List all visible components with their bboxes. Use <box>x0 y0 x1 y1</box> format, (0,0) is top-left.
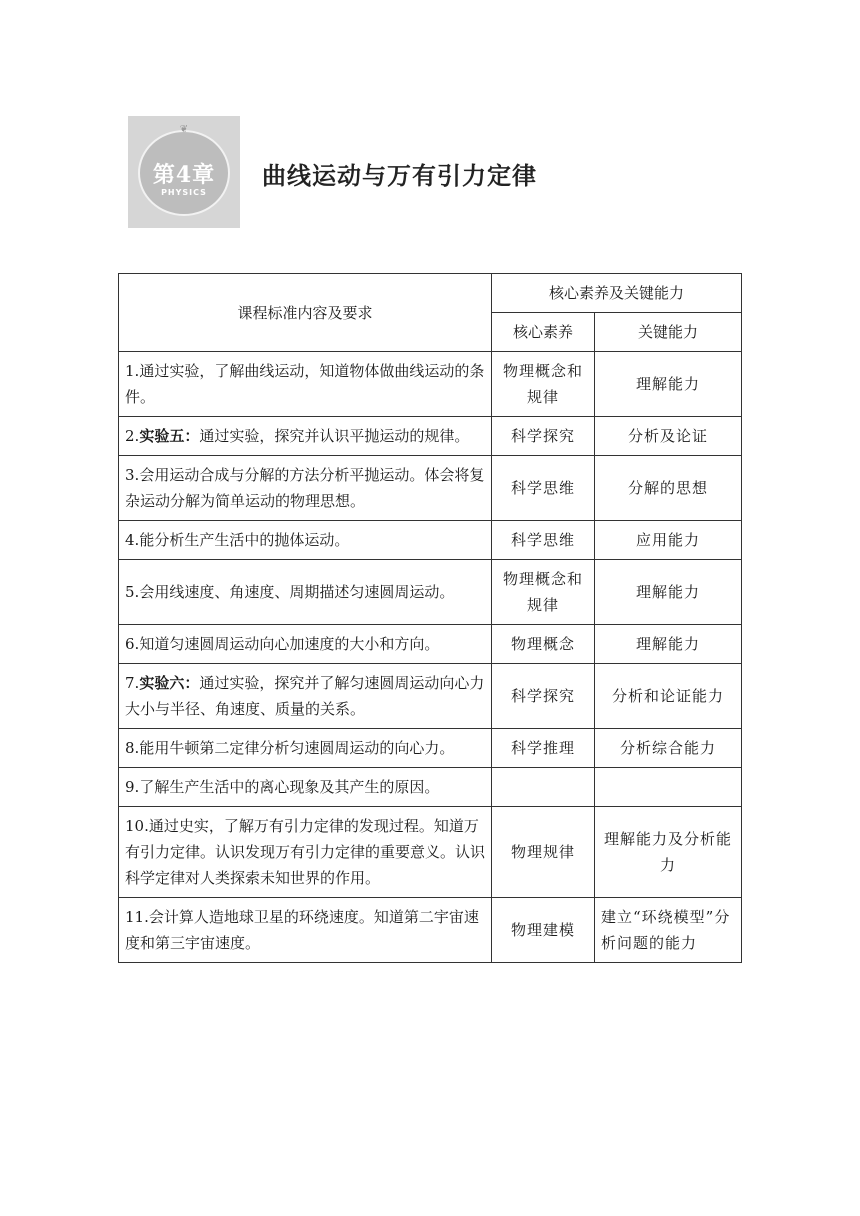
literacy-cell <box>492 768 595 807</box>
literacy-cell: 物理建模 <box>492 898 595 963</box>
requirement-text: 知道匀速圆周运动向心加速度的大小和方向。 <box>139 635 440 653</box>
table-header-row <box>119 274 742 313</box>
requirement-cell <box>119 664 492 729</box>
literacy-cell: 物理概念 <box>492 625 595 664</box>
requirement-number: 9. <box>125 778 140 796</box>
requirement-text: 会计算人造地球卫星的环绕速度。知道第二宇宙速度和第三宇宙速度。 <box>125 908 479 952</box>
requirement-text: 通过史实，了解万有引力定律的发现过程。知道万有引力定律。认识发现万有引力定律的重要意义。认识科学定律对人类探索未知世界的作用。 <box>125 817 486 887</box>
table-row <box>119 664 742 729</box>
table-row <box>119 456 742 521</box>
requirement-cell <box>119 521 492 560</box>
table-row <box>119 768 742 807</box>
literacy-cell: 科学探究 <box>492 664 595 729</box>
ability-cell: 理解能力及分析能力 <box>595 807 742 898</box>
requirement-number: 5. <box>125 583 140 601</box>
requirement-number: 11. <box>125 908 149 926</box>
requirement-text: 会用线速度、角速度、周期描述匀速圆周运动。 <box>139 583 455 601</box>
requirement-number: 7. <box>125 674 140 692</box>
requirement-text: 通过实验，探究并了解匀速圆周运动向心力大小与半径、角速度、质量的关系。 <box>125 674 485 718</box>
table-row <box>119 352 742 417</box>
requirement-cell <box>119 768 492 807</box>
requirement-cell <box>119 456 492 521</box>
requirement-text: 通过实验，探究并认识平抛运动的规律。 <box>199 427 470 445</box>
table-row <box>119 807 742 898</box>
requirement-cell <box>119 625 492 664</box>
literacy-cell: 科学思维 <box>492 456 595 521</box>
requirement-cell <box>119 417 492 456</box>
literacy-cell: 物理概念和规律 <box>492 560 595 625</box>
curriculum-table <box>118 273 742 963</box>
literacy-cell: 科学探究 <box>492 417 595 456</box>
requirement-number: 6. <box>125 635 140 653</box>
ability-cell: 建立“环绕模型”分析问题的能力 <box>595 898 742 963</box>
ability-cell: 理解能力 <box>595 352 742 417</box>
ability-cell: 分析和论证能力 <box>595 664 742 729</box>
table-row <box>119 417 742 456</box>
requirement-cell <box>119 560 492 625</box>
table-row <box>119 625 742 664</box>
experiment-label: 实验五： <box>139 427 200 445</box>
ability-cell: 应用能力 <box>595 521 742 560</box>
literacy-cell: 科学推理 <box>492 729 595 768</box>
experiment-label: 实验六： <box>139 674 200 692</box>
literacy-cell: 科学思维 <box>492 521 595 560</box>
literacy-cell: 物理规律 <box>492 807 595 898</box>
header-literacy: 核心素养 <box>492 313 595 352</box>
requirement-text: 了解生产生活中的离心现象及其产生的原因。 <box>139 778 440 796</box>
table-body <box>119 352 742 963</box>
laurel-icon: ❦ <box>179 124 189 135</box>
header-ability: 关键能力 <box>595 313 742 352</box>
ability-cell: 分析综合能力 <box>595 729 742 768</box>
ability-cell: 分析及论证 <box>595 417 742 456</box>
requirement-text: 能分析生产生活中的抛体运动。 <box>139 531 350 549</box>
chapter-title: 曲线运动与万有引力定律 <box>262 162 537 190</box>
requirement-cell <box>119 352 492 417</box>
table-row <box>119 560 742 625</box>
table-row <box>119 729 742 768</box>
table-row <box>119 898 742 963</box>
requirement-number: 3. <box>125 466 140 484</box>
chapter-badge <box>128 116 240 228</box>
requirement-text: 能用牛顿第二定律分析匀速圆周运动的向心力。 <box>139 739 455 757</box>
requirement-number: 8. <box>125 739 140 757</box>
requirement-number: 1. <box>125 362 140 380</box>
ability-cell <box>595 768 742 807</box>
literacy-cell: 物理概念和规律 <box>492 352 595 417</box>
badge-subtitle: PHYSICS <box>161 188 207 197</box>
header-requirements: 课程标准内容及要求 <box>119 274 492 352</box>
ability-cell: 理解能力 <box>595 625 742 664</box>
table-row <box>119 521 742 560</box>
requirement-cell <box>119 807 492 898</box>
requirement-cell <box>119 898 492 963</box>
requirement-text: 会用运动合成与分解的方法分析平抛运动。体会将复杂运动分解为简单运动的物理思想。 <box>125 466 485 510</box>
requirement-text: 通过实验，了解曲线运动，知道物体做曲线运动的条件。 <box>125 362 485 406</box>
requirement-cell <box>119 729 492 768</box>
badge-chapter-number: 第4章 <box>152 162 216 188</box>
requirement-number: 2. <box>125 427 140 445</box>
ability-cell: 理解能力 <box>595 560 742 625</box>
ability-cell: 分解的思想 <box>595 456 742 521</box>
requirement-number: 10. <box>125 817 149 835</box>
header-literacy-group: 核心素养及关键能力 <box>492 274 742 313</box>
requirement-number: 4. <box>125 531 140 549</box>
